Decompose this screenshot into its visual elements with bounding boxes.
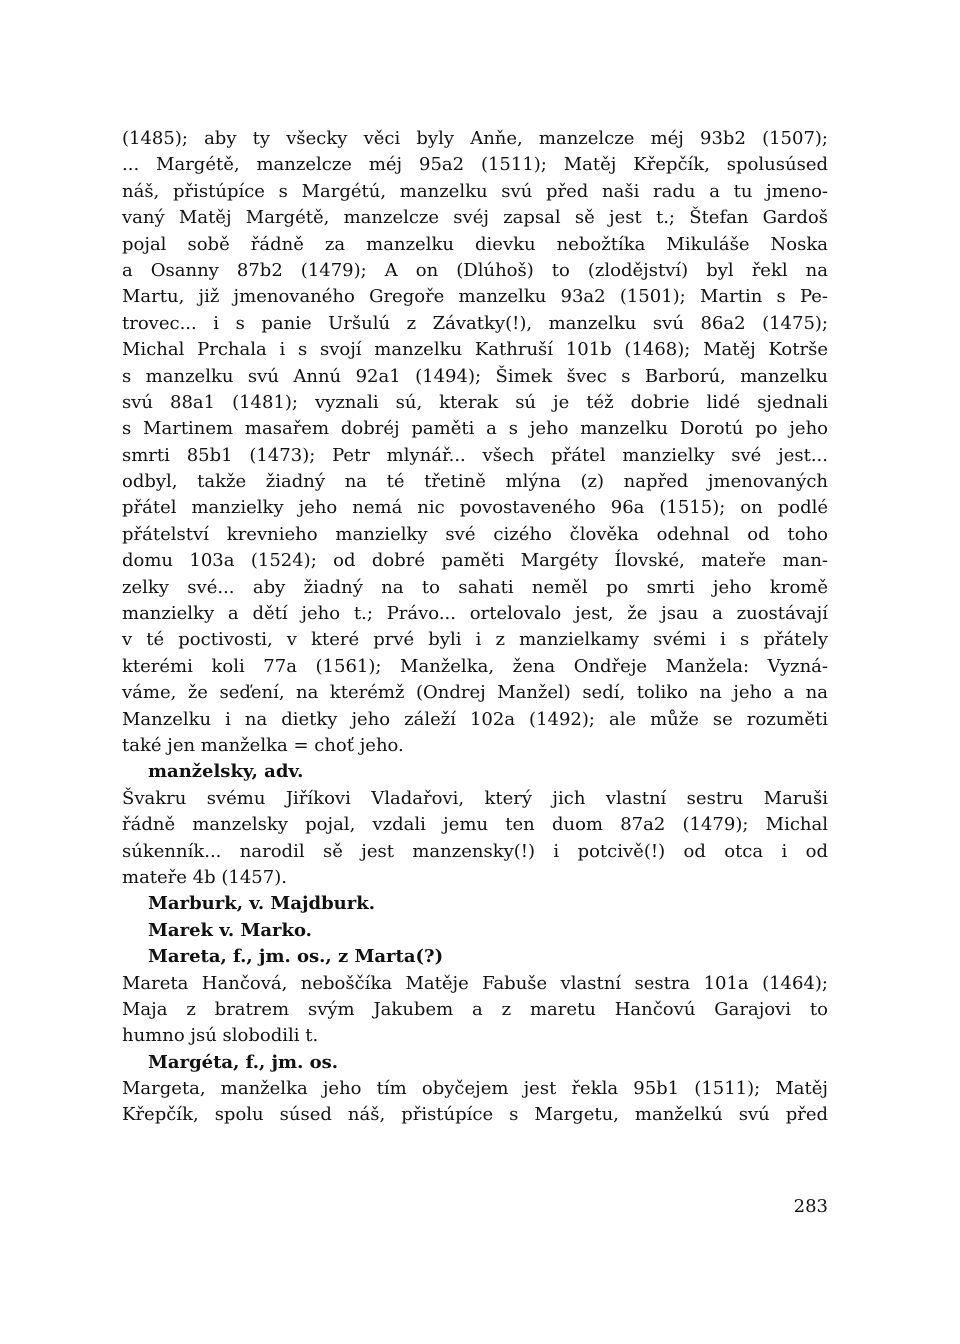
headword-mareta: Mareta, f., jm. os., z Marta(?) [148, 946, 444, 968]
headword-margeta: Margéta, f., jm. os. [148, 1051, 339, 1073]
text-line: Křepčík, spolu súsed náš, přistúpíce s Margetu, manželkú svú před [122, 1104, 828, 1126]
text-line: přátelství krevnieho manzielky své cizého člověka odehnal od toho [122, 523, 828, 545]
text-line: domu 103a (1524); od dobré paměti Margéty Ílovské, mateře man- [122, 550, 828, 572]
text-line: Švakru svému Jiříkovi Vladařovi, který jich vlastní sestru Maruši [122, 787, 828, 809]
text-line: Mareta Hančová, neboščíka Matěje Fabuše vlastní sestra 101a (1464); [122, 972, 828, 994]
text-line: Maja z bratrem svým Jakubem a z maretu Hančovú Garajovi to [122, 998, 828, 1020]
text-line: Martu, již jmenovaného Gregoře manzelku 93a2 (1501); Martin s Pe- [122, 286, 828, 308]
text-line: Margeta, manželka jeho tím obyčejem jest řekla 95b1 (1511); Matěj [122, 1078, 828, 1100]
text-line: (1485); aby ty všecky věci byly Anňe, manzelcze méj 93b2 (1507); [122, 128, 828, 149]
text-line: řádně manzelsky pojal, vzdali jemu ten duom 87a2 (1479); Michal [122, 814, 828, 836]
text-line: kterémi koli 77a (1561); Manželka, žena Ondřeje Manžela: Vyzná- [122, 655, 828, 677]
text-line: váme, že seďení, na kterémž (Ondrej Manžel) sedí, toliko na jeho a na [122, 682, 828, 704]
text-line: zelky své... aby žiadný na to sahati neměl po smrti jeho kromě [122, 576, 828, 598]
text-line: náš, přistúpíce s Margétú, manzelku svú před naši radu a tu jmeno- [122, 180, 828, 202]
text-line: přátel manzielky jeho nemá nic povostaveného 96a (1515); on podlé [122, 497, 828, 519]
text-line: Manzelku i na dietky jeho záleží 102a (1492); ale může se rozuměti [122, 708, 828, 730]
text-line: vaný Matěj Margétě, manzelcze svéj zapsal sě jest t.; Štefan Gardoš [122, 207, 828, 229]
text-line: ... Margétě, manzelcze méj 95a2 (1511); Matěj Křepčík, spolusúsed [122, 154, 828, 176]
text-line: smrti 85b1 (1473); Petr mlynář... všech přátel manzielky své jest... [122, 444, 828, 466]
text-line: s manzelku svú Annú 92a1 (1494); Šimek švec s Barború, manzelku [122, 365, 828, 387]
page-number: 283 [793, 1196, 828, 1217]
text-line: pojal sobě řádně za manzelku dievku nebožtíka Mikuláše Noska [122, 233, 828, 255]
text-line: Michal Prchala i s svojí manzelku Kathruší 101b (1468); Matěj Kotrše [122, 339, 828, 361]
text-line: súkenník... narodil sě jest manzensky(!) i potcivě(!) od otca i od [122, 840, 828, 862]
headword-manzelsky: manželsky, adv. [148, 761, 304, 783]
text-line: v té poctivosti, v které prvé byli i z manzielkamy svémi i s přátely [122, 629, 828, 651]
text-line: humno jsú slobodili t. [122, 1025, 319, 1047]
text-line: svú 88a1 (1481); vyznali sú, kterak sú je též dobrie lidé sjednali [122, 391, 828, 413]
headword-marburk: Marburk, v. Majdburk. [148, 893, 375, 915]
text-line: také jen manželka = choť jeho. [122, 734, 404, 756]
text-line: mateře 4b (1457). [122, 866, 287, 888]
text-line: odbyl, takže žiadný na té třetině mlýna (z) napřed jmenovaných [122, 471, 828, 493]
text-line: manzielky a dětí jeho t.; Právo... ortelovalo jest, že jsau a zuostávají [122, 603, 828, 625]
headword-marek: Marek v. Marko. [148, 919, 312, 941]
text-line: trovec... i s panie Uršulú z Závatky(!), manzelku svú 86a2 (1475); [122, 312, 828, 334]
text-line: s Martinem masařem dobréj paměti a s jeho manzelku Dorotú po jeho [122, 418, 828, 440]
text-line: a Osanny 87b2 (1479); A on (Dlúhoš) to (zlodějství) byl řekl na [122, 259, 828, 281]
dictionary-page-body [122, 126, 828, 1129]
